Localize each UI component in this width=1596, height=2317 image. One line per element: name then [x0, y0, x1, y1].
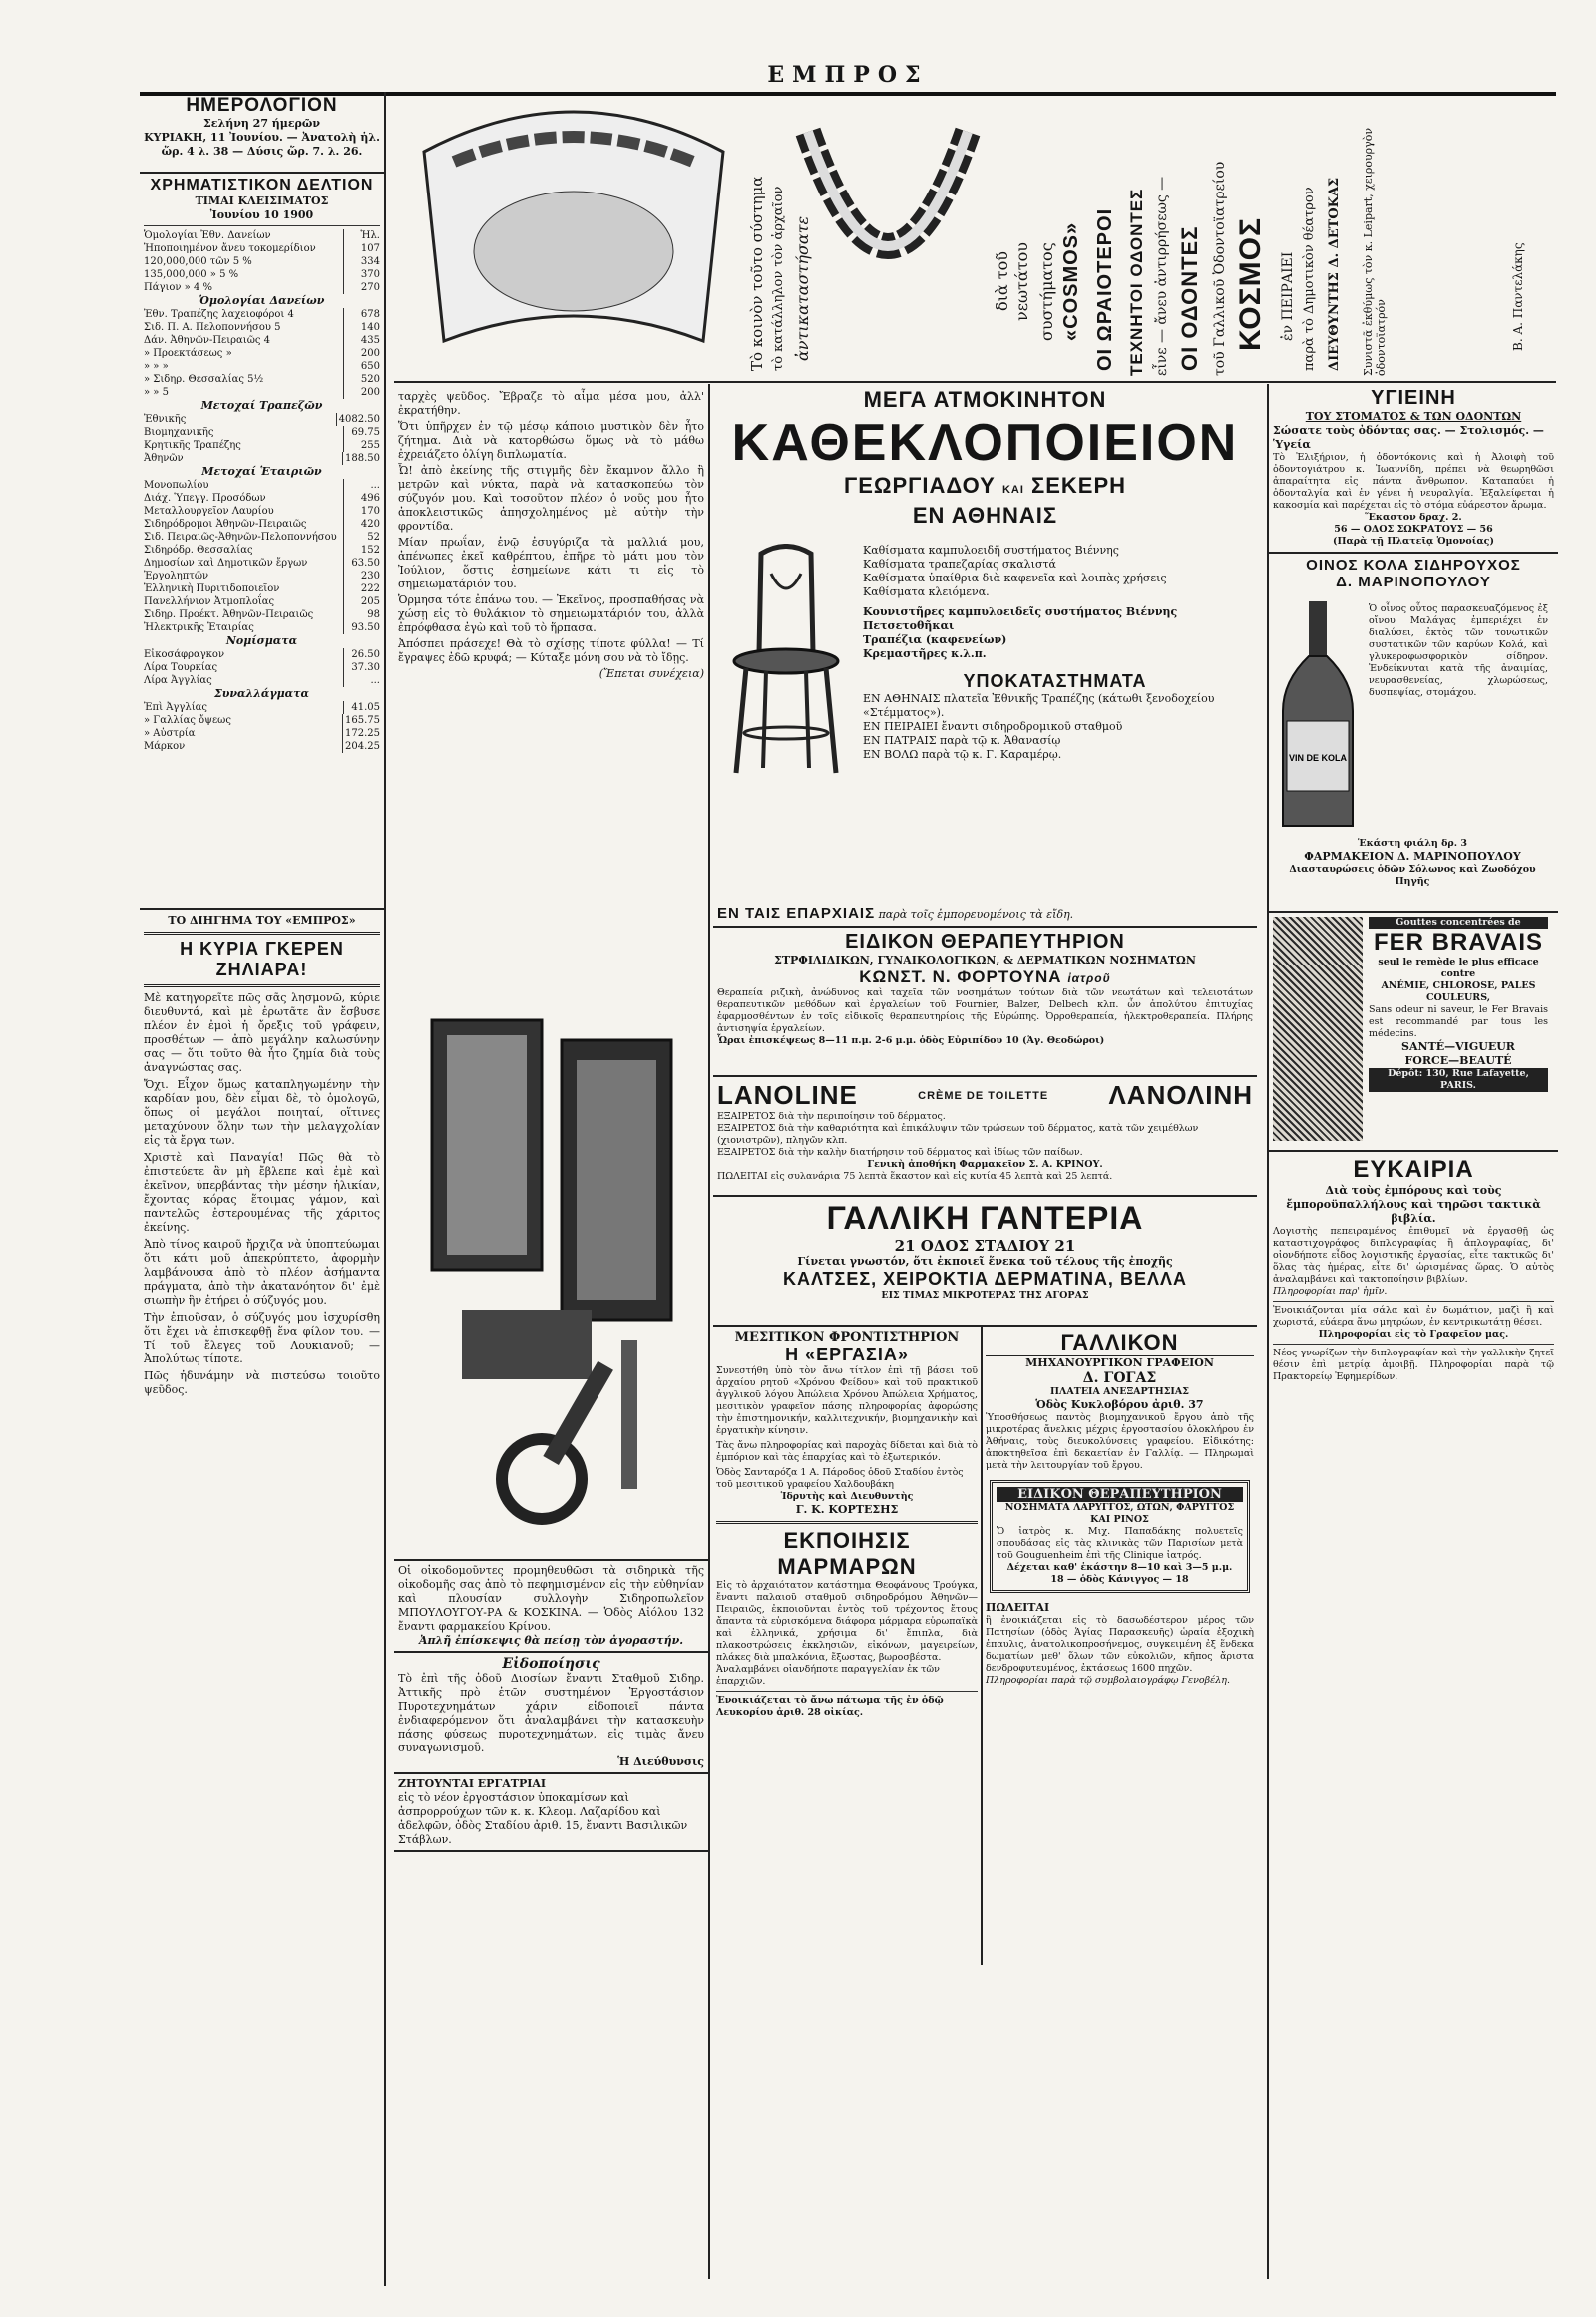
- chair-item: Καθίσματα τραπεζαρίας σκαλιστά: [863, 558, 1056, 571]
- story-continues: (Ἔπεται συνέχεια): [598, 667, 704, 680]
- chair-store: ΕΝ ΠΑΤΡΑΙΣ παρὰ τῷ κ. Ἀθανασίῳ: [863, 734, 1061, 747]
- finance-row: Σιδ. Πειραιῶς-Ἀθηνῶν-Πελοποννήσου 52: [144, 532, 380, 543]
- chair-item: Καθίσματα κλειόμενα.: [863, 585, 990, 598]
- finance-box: [140, 174, 384, 910]
- ad-vertical-text: ΤΕΧΝΗΤΟΙ ΟΔΟΝΤΕΣ: [1127, 188, 1146, 376]
- finance-row: Δημοσίων καὶ Δημοτικῶν ἔργων 63.50: [144, 558, 380, 569]
- chair-list-item: Κουνιστῆρες καμπυλοειδεῖς συστήματος Βιέννης: [863, 605, 1178, 618]
- story-box: [140, 910, 384, 1404]
- story-paragraph: Ὁρμησα τότε ἐπάνω του. — Ἐκεῖνος, προσπαθήσας νὰ χώσῃ εἰς τὸ θυλάκιον τὸ σημειωματάριόν του, ἀλλὰ ἐπρόφθασα ἐγὼ καὶ τοῦ τὸ ἥρπασα.: [398, 593, 704, 634]
- chair-illustration: [721, 544, 851, 783]
- brokerage-ad: ΜΕΣΙΤΙΚΟΝ ΦΡΟΝΤΙΣΤΗΡΙΟΝ Η «ΕΡΓΑΣΙΑ» Συνεστήθη ὑπὸ τὸν ἄνω τίτλον ἐπὶ τῇ βάσει τοῦ ἀρχαίου ρητοῦ «Χρόνου Φείδου» καὶ τοῦ πρακτικοῦ ἀγγλικοῦ λόγου Ἀπώλεια Χρόνου Ἀπώλεια Χρήματος, μεσιτικὸν γραφεῖον πάσης πληροφορίας ἀφορώσης τὴν ἐπιστημονικήν, καλλιτεχνικήν, βιομηχανικὴν καὶ ἐργατικὴν κίνησιν. Τὰς ἄνω πληροφορίας καὶ παροχὰς δίδεται καὶ διὰ τὸ ἐμπόριον καὶ τὰς ἐπαρχίας καὶ τὸ ἐξωτερικόν. Ὁδὸς Σανταρόζα 1 Α. Πάροδος ὁδοῦ Σταδίου ἐντὸς τοῦ μεσιτικοῦ γραφείου Χαλδουβάκη Ἱδρυτὴς καὶ Διευθυντὴς Γ. Κ. ΚΟΡΤΕΣΗΣ ΕΚΠΟΙΗΣΙΣ ΜΑΡΜΑΡΩΝ Εἰς τὸ ἀρχαιότατον κατάστημα Θεοφάνους Τρούγκα, ἔναντι παλαιοῦ σταθμοῦ σιδηροδρόμου Ἀθηνῶν—Πειραιῶς, ἐκποιοῦνται ἐντὸς τοῦ τρέχοντος ἔτους ἄπαντα τὰ εὑρισκόμενα διάφορα μάρμαρα εὐρωπαϊκὰ καὶ ἑλληνικά, χρήσιμα δι' ἔπιπλα, διὰ πλακοστρώσεις ἐκκλησιῶν, εἰκόνων, μαγειρείων, πλάκες διὰ μπαλκόνια, ἔξωστας, βωροσβέστα. Ἀναλαμβάνει οἱανδήποτε παραγγελίαν ἐκ τῶν ἐπαρχιῶν. Ἐνοικιάζεται τὸ ἄνω πάτωμα τῆς ἐν ὁδῷ Λευκορίου ἀριθ. 28 οἰκίας.: [713, 1327, 983, 1965]
- finance-section: Νομίσματα: [225, 634, 298, 647]
- story-paragraph: Μίαν πρωΐαν, ἐνῷ ἐσυγύριζα τὰ μαλλιά μου, ἀπένωπες ἐκεῖ καθρέπτου, ἐπῆρε τὸ μάτι μου τὸν Ἰούλιον, ὅστις ἐσημείωνε κάτι τι εἰς τὸ σημειωματάριόν του.: [398, 536, 704, 590]
- finance-section: Μετοχαί Τραπεζῶν: [200, 399, 323, 412]
- hardware-caption: Οἱ οἰκοδομοῦντες προμηθευθῶσι τὰ σιδηρικὰ τῆς οἰκοδομῆς σας ἀπὸ τὸ πεφημισμένον εἰς τὴν εὐθηνίαν καὶ πλουσίαν συλλογὴν Σιδηροπωλεῖον ΜΠΟΥΛΟΥΓΟΥ-ΡΑ & ΚΟΣΚΙΝΑ. — Ὁδὸς Αἰόλου 132 ἔναντι φαρμακείου Κρίνου. Ἀπλῆ ἐπίσκεψις θὰ πείσῃ τὸν ἀγοραστήν.: [394, 1559, 708, 1653]
- kola-wine-ad: ΟΙΝΟΣ ΚΟΛΑ ΣΙΔΗΡΟΥΧΟΣ Δ. ΜΑΡΙΝΟΠΟΥΛΟΥ VIN DE KOLA Ὁ οἶνος οὗτος παρασκευαζόμενος ἐξ οἴνου Μαλάγας ἐμπεριέχει ἐν διαλύσει, ἐκτὸς τῶν τονωτικῶν συστατικῶν τῶν καρύων Κολά, καὶ γλυκεροφωσφορικὸν σίδηρον. Ἐνδείκνυται κατὰ τῆς ἀναιμίας, νευρασθενείας, χλωρώσεως, δυσπεψίας, στομάχου. Ἑκάστη φιάλη δρ. 3 ΦΑΡΜΑΚΕΙΟΝ Δ. ΜΑΡΙΝΟΠΟΥΛΟΥ Διασταυρώσεις ὁδῶν Σόλωνος καὶ Ζωοδόχου Πηγῆς: [1269, 554, 1558, 913]
- finance-row: Ἠλεκτρικῆς Ἑταιρίας 93.50: [144, 622, 380, 633]
- finance-row: Ἑλληνικὴ Πυριτιδοποιεῖον 222: [144, 583, 380, 594]
- room-rent-notice: Ἐνοικιάζονται μία σάλα καὶ ἐν δωμάτιον, μαζὶ ἢ καὶ χωριστά, εὐάερα ἅνω μητρώων, ἐν κεντρικωτάτῃ θέσει.: [1273, 1305, 1554, 1328]
- ad-vertical-text: νεωτάτου: [1012, 242, 1031, 321]
- story-continued: [394, 384, 708, 1010]
- hardware-illustration: [402, 1010, 701, 1559]
- job-seeker-notice: Νέος γνωρίζων τὴν διπλογραφίαν καὶ τὴν γαλλικὴν ζητεῖ θέσιν ἐπὶ μετρίᾳ ἀμοιβῇ. Πληροφορίαι παρὰ τῷ Πρακτορείῳ Ἐφημερίδων.: [1273, 1348, 1554, 1382]
- glove-shop-ad: ΓΑΛΛΙΚΗ ΓΑΝΤΕΡΙΑ 21 ΟΔΟΣ ΣΤΑΔΙΟΥ 21 Γίνεται γνωστόν, ὅτι ἐκποιεῖ ἕνεκα τοῦ τέλους τῆς ἐποχῆς ΚΑΛΤΣΕΣ, ΧΕΙΡΟΚΤΙΑ ΔΕΡΜΑΤΙΝΑ, ΒΕΛΛΑ ΕΙΣ ΤΙΜΑΣ ΜΙΚΡΟΤΕΡΑΣ ΤΗΣ ΑΓΟΡΑΣ: [713, 1197, 1257, 1327]
- ad-vertical-text: «COSMOS»: [1060, 221, 1082, 341]
- marble-title: ΕΚΠΟΙΗΣΙΣ: [783, 1528, 911, 1553]
- calendar-line: ὥρ. 4 λ. 38 — Δύσις ὥρ. 7. λ. 26.: [161, 145, 363, 158]
- ad-vertical-text: εἶνε — ἄνευ ἀντιρρήσεως —: [1154, 176, 1170, 376]
- ad-vertical-text: ΔΙΕΥΘΥΝΤΗΣ Δ. ΔΕΤΟΚΑΣ: [1327, 177, 1342, 371]
- chair-headline: ΜΕΓΑ ΑΤΜΟΚΙΝΗΤΟΝ: [863, 387, 1107, 412]
- chair-stores-title: ΥΠΟΚΑΤΑΣΤΗΜΑΤΑ: [963, 671, 1147, 691]
- mechanic-ad: ΓΑΛΛΙΚΟΝ ΜΗΧΑΝΟΥΡΓΙΚΟΝ ΓΡΑΦΕΙΟΝ Δ. ΓΟΓΑΣ ΠΛΑΤΕΙΑ ΑΝΕΞΑΡΤΗΣΙΑΣ Ὁδὸς Κυκλοβόρου ἀριθ. 37 Ὑποσθήσεως παντὸς βιομηχανικοῦ ἔργου ἀπὸ τῆς μικροτέρας ἄνελκις μέχρις ἐργοστασίου ὁλοκλήρου ἐν Ἀθήναις, τοὺς διευκολύνσεις γραφείου. Εἰδικότης: ἀποκτηθεῖσα ἐπὶ δεκαετίαν ἐν Γαλλίᾳ. — Πληρωμαὶ μετὰ τὴν λειτουργίαν τοῦ ἔργου.: [986, 1330, 1254, 1471]
- clinic-ad: ΕΙΔΙΚΟΝ ΘΕΡΑΠΕΥΤΗΡΙΟΝ ΣΤΡΦΙΛΙΔΙΚΩΝ, ΓΥΝΑΙΚΟΛΟΓΙΚΩΝ, & ΔΕΡΜΑΤΙΚΩΝ ΝΟΣΗΜΑΤΩΝ ΚΩΝΣΤ. Ν. ΦΟΡΤΟΥΝΑ ἰατροῦ Θεραπεία ριζικὴ, ἀνώδυνος καὶ ταχεῖα τῶν νοσημάτων τούτων διὰ τῶν νεωτάτων καὶ τελειοτάτων θεραπευτικῶν μεθόδων καὶ ἐργαλείων τοῦ Fournier, Balzer, Delbech κλπ. ὧν ἀπολύτου ἐπιτυχίας ἐφαρμοσθέντων ἐν τοῖς εἰδικοῖς θεραπευτηρίοις τῆς Εὐρώπης. Ὀρροθεραπεία, ἠλεκτροθεραπεία. Πλήρης ἀντισηψία ἐργαλείων. Ὧραι ἐπισκέψεως 8—11 π.μ. 2-6 μ.μ. ὁδὸς Εὐριπίδου 10 (Ἁγ. Θεοδώροι): [713, 928, 1257, 1077]
- chair-list-item: Τραπέζια (καφενείων): [863, 633, 1007, 646]
- ad-vertical-text: παρὰ τὸ Δημοτικὸν θέατρον: [1302, 187, 1317, 371]
- finance-row: Ἡποποιημένον ἄνευ τοκομερίδιον 107: [144, 243, 380, 254]
- story-kicker: ΤΟ ΔΙΗΓΗΜΑ ΤΟΥ «ΕΜΠΡΟΣ»: [168, 914, 356, 927]
- finance-row: 120,000,000 τῶν 5 % 334: [144, 256, 380, 267]
- story-paragraph: Πῶς ἠδυνάμην νὰ πιστεύσω τοιοῦτο ψεῦδος.: [144, 1369, 380, 1396]
- chair-city: ΕΝ ΑΘΗΝΑΙΣ: [912, 503, 1058, 528]
- finance-row: Λίρα Τουρκίας 37.30: [144, 662, 380, 673]
- finance-row: Σιδηρόδρ. Θεσσαλίας 152: [144, 545, 380, 556]
- finance-row: Σιδ. Π. Α. Πελοποννήσου 5 140: [144, 322, 380, 333]
- finance-row: Κρητικῆς Τραπέζης 255: [144, 440, 380, 451]
- masthead: ΕΜΠΡΟΣ: [140, 62, 1556, 96]
- finance-title: ΧΡΗΜΑΤΙΣΤΙΚΟΝ ΔΕΛΤΙΟΝ: [150, 177, 374, 193]
- marble-title: ΜΑΡΜΑΡΩΝ: [777, 1554, 917, 1579]
- column-ads-center: [713, 384, 1257, 2279]
- finance-date: Ἰουνίου 10 1900: [209, 208, 314, 221]
- ad-vertical-text: ΟΙ ΩΡΑΙΟΤΕΡΟΙ: [1094, 207, 1116, 371]
- finance-row: » Αὐστρία 172.25: [144, 728, 380, 739]
- hygiene-ad: ΥΓΙΕΙΝΗ ΤΟΥ ΣΤΟΜΑΤΟΣ & ΤΩΝ ΟΔΟΝΤΩΝ Σώσατε τοὺς ὀδόντας σας. — Στολισμός. — Ὑγεία Τὸ Ἐλιξήριον, ἡ ὀδοντόκονις καὶ ἡ Ἀλοιφὴ τοῦ ὀδοντογιάτρου κ. Ἰωαννίδη, πρέπει νὰ θεωρηθῶσι ἀπαραίτητα εἰς πάντα ἄνθρωπον. Καταπαύει ἡ ὀδονταλγία καὶ ἐν γένει ἡ νευραλγία. Ἐξαλείφεται ἡ κακοσμία καὶ παρέχεται εἰς τὸ στόμα εὐάρεστον ἄρωμα. Ἕκαστον δραχ. 2. 56 — ΟΔΟΣ ΣΩΚΡΑΤΟΥΣ — 56 (Παρὰ τῇ Πλατεῖᾳ Ὁμονοίας): [1269, 384, 1558, 554]
- ad-vertical-text: διὰ τοῦ: [993, 250, 1011, 311]
- finance-header: Ὁμολογίαι Ἐθν. Δανείων Ἡλ.: [144, 230, 380, 241]
- finance-row: Ἐθν. Τραπέζης λαχειοφόροι 4 678: [144, 309, 380, 320]
- finance-row: Δάν. Ἀθηνῶν-Πειραιῶς 4 435: [144, 335, 380, 346]
- finance-row: » » » 650: [144, 361, 380, 372]
- finance-row: » Σιδηρ. Θεσσαλίας 5½ 520: [144, 374, 380, 385]
- villa-sale-ad: ΠΩΛΕΙΤΑΙ ἢ ἐνοικιάζεται εἰς τὸ δασωδέστερον μέρος τῶν Πατησίων (ὁδὸς Ἁγίας Παρασκευῆς) ὡραία ἐξοχικὴ ἐπαυλις, ἀνατολικοπροσήνεμος, συγκειμένη ἐξ ἕνδεκα δωματίων μεθ' ὅλων τῶν εὐκολιῶν, κῆπος ἄριστα δενδροφυτευμένος, ἐκτάσεως 1600 πηχῶν. Πληροφορίαι παρὰ τῷ συμβολαιογράφῳ Γενοβέλη.: [986, 1601, 1254, 1686]
- chair-list-item: Κρεμαστῆρες κ.λ.π.: [863, 647, 987, 660]
- ent-clinic-ad: ΕΙΔΙΚΟΝ ΘΕΡΑΠΕΥΤΗΡΙΟΝ ΝΟΣΗΜΑΤΑ ΛΑΡΥΓΓΟΣ, ΩΤΩΝ, ΦΑΡΥΓΓΟΣ ΚΑΙ ΡΙΝΟΣ Ὁ ἰατρὸς κ. Μιχ. Παπαδάκης πολυετεῖς σπουδάσας εἰς τὰς κλινικὰς τῶν Παρισίων μετὰ τοῦ Gouguenheim ἐπὶ τῆς Clinique ἰατρός. Δέχεται καθ' ἑκάστην 8—10 καὶ 3—5 μ.μ. 18 — ὁδὸς Κάνιγγος — 18: [990, 1480, 1250, 1593]
- column-ads-right: [1267, 384, 1558, 2279]
- ad-vertical-text: Τὸ κοινὸν τοῦτο σύστημα: [748, 176, 766, 371]
- finance-row: Ἀθηνῶν 188.50: [144, 453, 380, 464]
- finance-row: » Γαλλίας ὄψεως 165.75: [144, 715, 380, 726]
- story-paragraph: Ἀπόσπει πράσεχε! Θὰ τὸ σχίσῃς τίποτε φύλλα! — Τί ἔγραψες ἐδῶ κρυφά; — Κύταξε μόνη σου νὰ τὸ ἴδῃς.: [398, 637, 704, 664]
- calendar-title: ΗΜΕΡΟΛΟΓΙΟΝ: [186, 95, 338, 116]
- upper-teeth-illustration: [394, 92, 753, 381]
- finance-section: Συναλλάγματα: [213, 687, 310, 700]
- chair-item: Καθίσματα ὑπαίθρια διὰ καφενεῖα καὶ λοιπὰς χρήσεις: [863, 572, 1167, 584]
- finance-row: Διάχ. Ὑπεγγ. Προσόδων 496: [144, 493, 380, 504]
- finance-row: Βιομηχανικῆς 69.75: [144, 427, 380, 438]
- finance-row: Μονοπωλίου ...: [144, 480, 380, 491]
- story-paragraph: ταρχὲς ψεῦδος. Ἔβραζε τὸ αἷμα μέσα μου, ἀλλ' ἐκρατήθην.: [398, 390, 704, 417]
- chair-store: ΕΝ ΑΘΗΝΑΙΣ πλατεῖα Ἐθνικῆς Τραπέζης (κάτωθι ξενοδοχείου «Στέμματος»).: [863, 692, 1215, 719]
- lanoline-ad: LANOLINE CRÈME DE TOILETTE ΛΑΝΟΛΙΝΗ ΕΞΑΙΡΕΤΟΣ διὰ τὴν περιποίησιν τοῦ δέρματος. ΕΞΑΙΡΕΤΟΣ διὰ τὴν καθαριότητα καὶ ἐπικάλυψιν τῶν τρώσεων τοῦ δέρματος, κατὰ τῶν χειμέθλων (χιονιστρῶν), πληγῶν κλπ. ΕΞΑΙΡΕΤΟΣ διὰ τὴν καλὴν διατήρησιν τοῦ δέρματος καὶ ἰδίως τῶν παίδων. Γενικὴ ἀποθήκη Φαρμακεῖον Σ. Α. ΚΡΙΝΟΥ. ΠΩΛΕΙΤΑΙ εἰς συλανάρια 75 λεπτὰ ἕκαστον καὶ εἰς κυτία 45 λεπτὰ καὶ 25 λεπτά.: [713, 1077, 1257, 1197]
- chair-store: ΕΝ ΒΟΛΩ παρὰ τῷ κ. Γ. Καραμέρῳ.: [863, 748, 1062, 761]
- story-paragraph: Μὲ κατηγορεῖτε πῶς σᾶς λησμονῶ, κύριε διευθυντά, καὶ μὲ ἐρωτᾶτε ἂν ἔσβυσε πλέον ἐν ἐμοὶ ἡ ὄρεξις τοῦ γράφειν, προσθέτων — ἀπὸ μεγάλην καλωσύνην σας — ὅτι τοῦτο θὰ ἦτο ζημία διὰ τοὺς ἀναγνώστας σας.: [144, 991, 380, 1074]
- fer-bravais-ad: Gouttes concentrées de FER BRAVAIS seul le remède le plus efficace contre ANÉMIE, CHLOROSE, PALES COULEURS, Sans odeur ni saveur, le Fer Bravais est recommandé par tous les médecins. SANTÉ—VIGUEUR FORCE—BEAUTÉ Dépôt: 130, Rue Lafayette, PARIS.: [1269, 913, 1558, 1152]
- finance-row: 135,000,000 » 5 % 370: [144, 269, 380, 280]
- finance-row: Σιδηρ. Προέκτ. Ἀθηνῶν-Πειραιῶς 98: [144, 609, 380, 620]
- finance-row: Ἐργοληπτῶν 230: [144, 571, 380, 581]
- finance-row: Μάρκον 204.25: [144, 741, 380, 752]
- story-title: Η ΚΥΡΙΑ ΓΚΕΡΕΝ ΖΗΛΙΑΡΑ!: [180, 939, 344, 979]
- finance-section: Ὁμολογίαι Δανείων: [199, 294, 325, 307]
- chair-footer: ΕΝ ΤΑΙΣ ΕΠΑΡΧΙΑΙΣ παρὰ τοῖς ἐμπορευομένοις τὰ εἴδη.: [717, 905, 1074, 922]
- rent-notice: Ἐνοικιάζεται τὸ ἄνω πάτωμα τῆς ἐν ὁδῷ Λευκορίου ἀριθ. 28 οἰκίας.: [716, 1695, 944, 1718]
- finance-row: Σιδηρόδρομοι Ἀθηνῶν-Πειραιῶς 420: [144, 519, 380, 530]
- finance-section: Μετοχαί Ἑταιριῶν: [201, 465, 322, 478]
- fireworks-notice: Εἰδοποίησις Τὸ ἐπὶ τῆς ὁδοῦ Διοσίων ἔναντι Σταθμοῦ Σιδηρ. Ἀττικῆς πρὸ ἐτῶν συστημένον Ἐργοστάσιον Πυροτεχνημάτων χάριν εἰδοποιεῖ πάντα ἐνδιαφερόμενον ὅτι ἀναλαμβάνει τὴν κατασκευὴν πάσης φύσεως πυροτεχνημάτων, εἰς τιμὰς ἄνευ συναγωνισμοῦ. Ἡ Διεύθυνσις: [394, 1653, 708, 1774]
- workers-wanted: ΖΗΤΟΥΝΤΑΙ ΕΡΓΑΤΡΙΑΙ εἰς τὸ νέον ἐργοστάσιον ὑποκαμίσων καὶ ἀσπρορρούχων τῶν κ. κ. Κλεομ. Λαζαρίδου καὶ ἀδελφῶν, ὁδὸς Σταδίου ἀριθ. 15, ἔναντι Βασιλικῶν Στάβλων.: [394, 1774, 708, 1852]
- ad-vertical-text: τοῦ Γαλλικοῦ Ὀδοντοϊατρείου: [1212, 161, 1228, 376]
- column-finance-story: [140, 92, 386, 2286]
- story-paragraph: Τὴν ἐπιοῦσαν, ὁ σύζυγός μου ἰσχυρίσθη ὅτι ἔχει νὰ ἐπισκεφθῇ ἕνα φίλον του. — Τί τοῦ ἔλεγες τοῦ Λουκιανοῦ; — Ἀπολύτως τίποτε.: [144, 1311, 380, 1365]
- calendar-line: ΚΥΡΙΑΚΗ, 11 Ἰουνίου. — Ἀνατολὴ ἡλ.: [144, 131, 380, 144]
- chair-factory-ad: [713, 384, 1257, 928]
- chair-owners: ΓΕΩΡΓΙΑΔΟΥ ΚΑΙ ΣΕΚΕΡΗ: [843, 473, 1127, 498]
- ad-vertical-text: Συνιστᾶ ἐκθύμως τὸν κ. Leipart, χειρουργὸν ὀδοντοϊατρόν: [1362, 127, 1388, 376]
- finance-row: Πάγιον » 4 % 270: [144, 282, 380, 293]
- chair-store: ΕΝ ΠΕΙΡΑΙΕΙ ἔναντι σιδηροδρομικοῦ σταθμοῦ: [863, 720, 1123, 733]
- finance-row: Εἰκοσάφραγκον 26.50: [144, 649, 380, 660]
- story-paragraph: Χριστὲ καὶ Παναγία! Πῶς θὰ τὸ ἐπιστεύετε ἂν μὴ ἔβλεπε καὶ ἐμὲ καὶ ἐκεῖνον, ὑπερβάντας τὴν μέσην ἡλικίαν, ἔχοντας κόρας ἕτοιμας γάμον, καὶ παντελῶς ἐστερουμένας τῆς χάριτος ἐκείνης.: [144, 1151, 380, 1234]
- dental-ad: [394, 92, 1556, 383]
- marble-text: Ἀναλαμβάνει οἱανδήποτε παραγγελίαν ἐκ τῶν ἐπαρχιῶν.: [716, 1664, 940, 1687]
- ad-vertical-text: Β. Α. Παντελάκης: [1511, 242, 1525, 351]
- story-paragraph: Ὅτι ὑπῆρχεν ἐν τῷ μέσῳ κάποιο μυστικὸν δὲν ἦτο ζήτημα. Διὰ νὰ κατορθώσω ὅμως νὰ τὸ μάθω ἐχρειάζετο ὀλίγη διπλωματία.: [398, 420, 704, 461]
- chair-title: ΚΑΘΕΚΛΟΠΟΙΕΙΟΝ: [731, 414, 1239, 472]
- calendar-box: [140, 92, 384, 174]
- finance-row: Μεταλλουργεῖον Λαυρίου 170: [144, 506, 380, 517]
- finance-row: Ἐπὶ Ἀγγλίας 41.05: [144, 702, 380, 713]
- bravais-illustration: [1273, 917, 1363, 1141]
- ad-vertical-text: ἐν ΠΕΙΡΑΙΕΙ: [1280, 251, 1296, 341]
- finance-row: » Προεκτάσεως » 200: [144, 348, 380, 359]
- eukairia-ad: ΕΥΚΑΙΡΙΑ Διὰ τοὺς ἐμπόρους καὶ τοὺς ἔμποροϋπαλλήλους καὶ τηρῶσι τακτικὰ βιβλία. Λογιστὴς πεπειραμένος ἐπιθυμεῖ νὰ ἐργασθῇ ὡς καταστιχογράφος διπλογραφίας ἢ ἁπλογραφίας, δι' οἱονδήποτε εἶδος λογιστικῆς ἐργασίας, εἶτε τακτικῶς δι' ὅλας τὰς ἡμέρας, εἶτε δι' ὡρισμένας ὥρας. Ὁ αὐτὸς ἀναλαμβάνει καὶ τακτοποίησιν βιβλίων. Πληροφορίαι παρ' ἡμῖν. Ἐνοικιάζονται μία σάλα καὶ ἐν δωμάτιον, μαζὶ ἢ καὶ χωριστά, εὐάερα ἅνω μητρώων, ἐν κεντρικωτάτῃ θέσει. Πληροφορίαι εἰς τὸ Γραφεῖον μας. Νέος γνωρίζων τὴν διπλογραφίαν καὶ τὴν γαλλικὴν ζητεῖ θέσιν ἐπὶ μετρίᾳ ἀμοιβῇ. Πληροφορίαι παρὰ τῷ Πρακτορείῳ Ἐφημερίδων.: [1273, 1156, 1554, 1382]
- story-paragraph: Ὦ! ἀπὸ ἐκείνης τῆς στιγμῆς δὲν ἔκαμνον ἄλλο ἢ μετρῶν καὶ νύκτα, παρὰ νὰ κατασκοπεύω τὸν σύζυγόν μου. Καὶ τοσοῦτον πλέον ὁ νοῦς μου ἦτο ἀποκλειστικῶς ἀπησχολημένος μὲ αὐτὴν τὴν φροντίδα.: [398, 464, 704, 533]
- lower-teeth-illustration: [788, 102, 988, 371]
- finance-subtitle: ΤΙΜΑΙ ΚΛΕΙΣΙΜΑΤΟΣ: [195, 194, 329, 207]
- chair-item: Καθίσματα καμπυλοειδῆ συστήματος Βιέννης: [863, 544, 1119, 557]
- ad-vertical-text: συστήματος: [1037, 242, 1056, 341]
- ad-vertical-text: τὸ κατάλληλον τὸν ἀρχαῖον: [771, 186, 786, 371]
- calendar-line: Σελήνη 27 ήμερῶν: [203, 117, 320, 130]
- story-paragraph: Ὄχι. Εἶχον ὅμως καταπληγωμένην τὴν καρδίαν μου, δὲν εἶμαι δὲ, τὸ ὁμολογῶ, ὅπως οἱ μεγάλοι ποιηταί, οἵτινες μεταχύνουν ὅλην των τὴν μελαγχολίαν εἰς τὰ ἔργα των.: [144, 1078, 380, 1147]
- ad-vertical-text: ΟΙ ΟΔΟΝΤΕΣ: [1177, 225, 1202, 371]
- bottle-label: VIN DE KOLA: [1288, 753, 1348, 763]
- finance-row: Ἐθνικῆς 4082.50: [144, 414, 380, 425]
- marble-text: Εἰς τὸ ἀρχαιότατον κατάστημα Θεοφάνους Τρούγκα, ἔναντι παλαιοῦ σταθμοῦ σιδηροδρόμου Ἀθηνῶν—Πειραιῶς, ἐκποιοῦνται ἐντὸς τοῦ τρέχοντος ἔτους ἄπαντα τὰ εὑρισκόμενα διάφορα μάρμαρα εὐρωπαϊκὰ καὶ ἑλληνικά, χρήσιμα δι' ἔπιπλα, διὰ πλακοστρώσεις ἐκκλησιῶν, εἰκόνων, μαγειρείων, πλάκες διὰ μπαλκόνια, ἔξωστας, βωροσβέστα.: [716, 1580, 978, 1663]
- finance-row: » » 5 200: [144, 387, 380, 398]
- column-story-continued: [394, 384, 710, 2279]
- finance-row: Πανελλήνιον Ἀτμοπλοΐας 205: [144, 596, 380, 607]
- ad-vertical-text: ἀντικαταστήσατε: [793, 215, 812, 361]
- story-paragraph: Ἀπὸ τίνος καιροῦ ἤρχιζα νὰ ὑποπτεύωμαι ὅτι κάτι μοῦ ἀπεκρύπτετο, ἀφορμὴν λαμβάνουσα ἀπὸ τὸ πλέον ἀσήμαντα πράγματα, ἀπὸ τὴν ἀκατανόητον δι' ἐμὲ σιωπὴν ἣν ἐτήρει ὁ σύζυγός μου.: [144, 1238, 380, 1307]
- wine-bottle-illustration: [1273, 601, 1363, 831]
- chair-list-item: Πετσετοθῆκαι: [863, 619, 955, 632]
- ad-vertical-text: ΚΟΣΜΟΣ: [1234, 217, 1267, 351]
- finance-row: Λίρα Ἀγγλίας ...: [144, 675, 380, 686]
